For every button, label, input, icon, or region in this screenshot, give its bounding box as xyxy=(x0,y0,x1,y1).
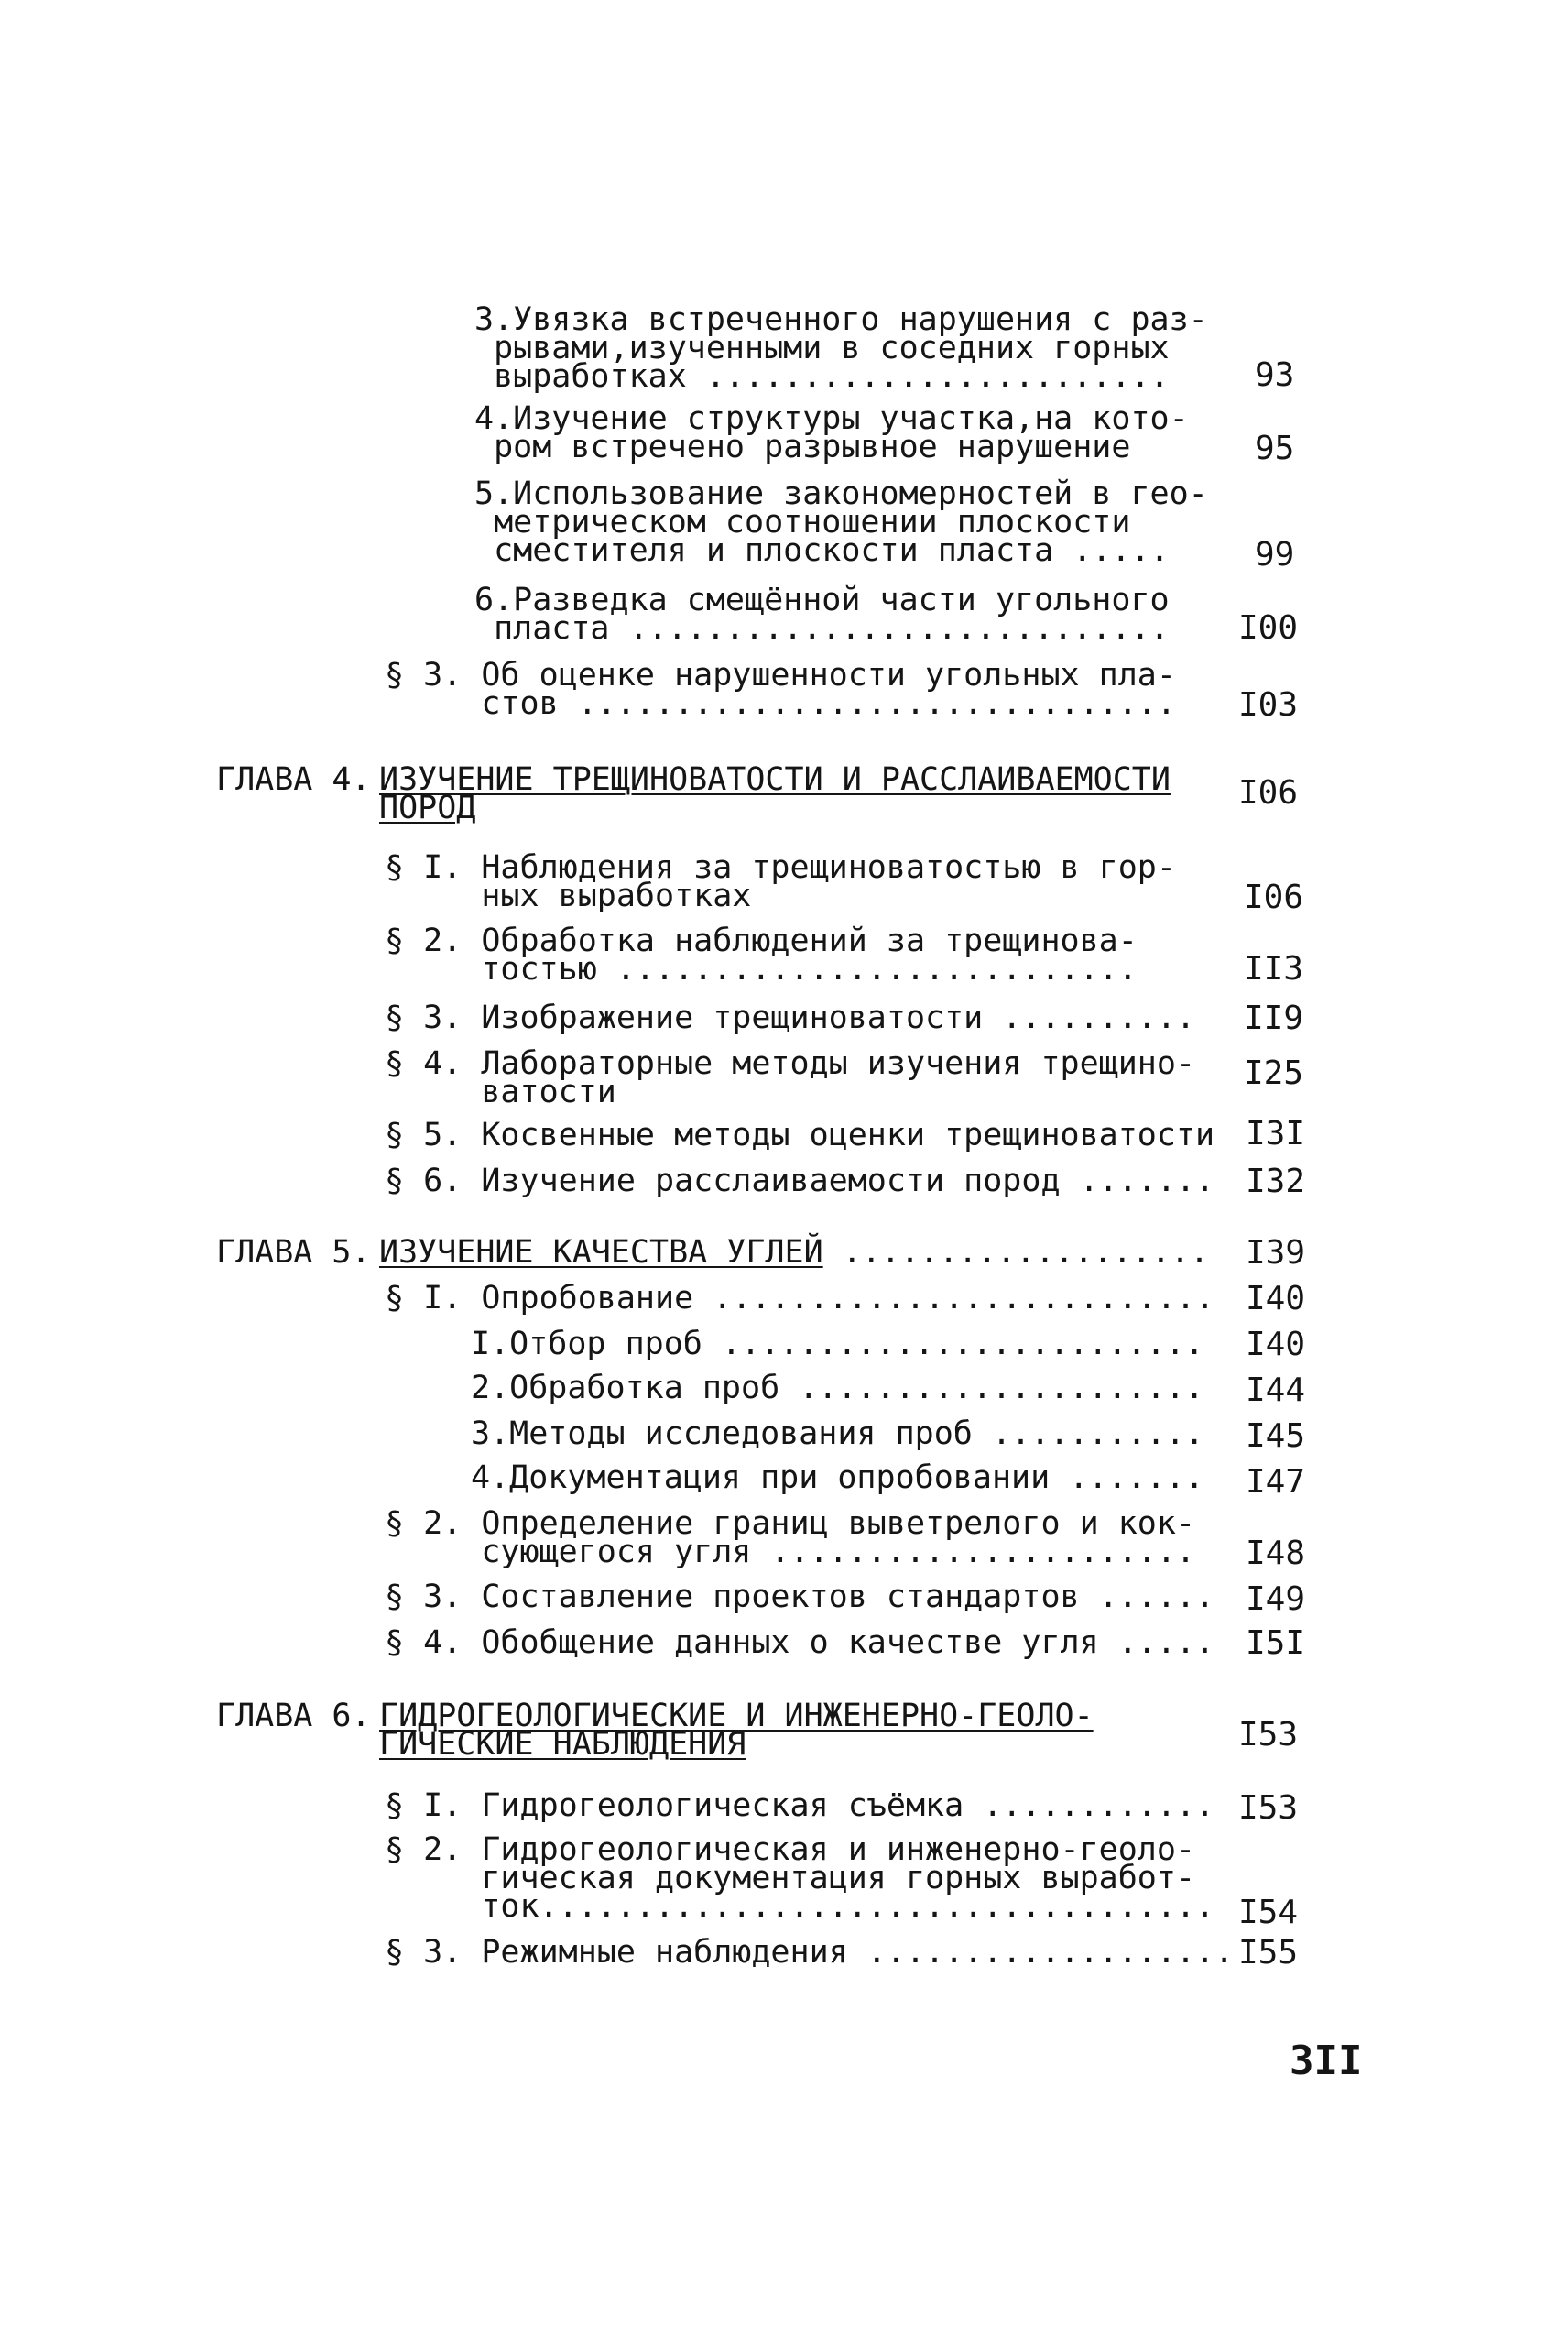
toc-item-page: I47 xyxy=(1246,1463,1306,1501)
toc-section: § 3. Режимные наблюдения ................... xyxy=(385,1934,1235,1971)
toc-section-page: I55 xyxy=(1238,1934,1299,1972)
toc-section: § 4. Лабораторные методы изучения трещино- ватости xyxy=(385,1045,1196,1110)
chapter-page: I39 xyxy=(1246,1234,1306,1272)
toc-section-page: I3I xyxy=(1246,1115,1306,1153)
toc-section-page: I06 xyxy=(1244,879,1304,916)
toc-section-page: I25 xyxy=(1244,1054,1304,1092)
toc-item-page: I44 xyxy=(1246,1371,1306,1409)
toc-section: § I. Наблюдения за трещиноватостью в гор- ных выработках xyxy=(385,849,1176,914)
toc-item-page: I40 xyxy=(1246,1326,1306,1363)
chapter-title: ИЗУЧЕНИЕ КАЧЕСТВА УГЛЕЙ xyxy=(379,1234,823,1271)
toc-section-page: I40 xyxy=(1246,1280,1306,1317)
page-number: 3II xyxy=(1290,2037,1363,2084)
toc-section-page: I54 xyxy=(1238,1894,1299,1931)
toc-section: § 6. Изучение расслаиваемости пород ....... xyxy=(385,1163,1215,1199)
toc-item-page: 95 xyxy=(1255,430,1295,467)
toc-section-page: I03 xyxy=(1238,686,1299,724)
toc-section: § 3. Изображение трещиноватости .......... xyxy=(385,1000,1196,1036)
chapter-page: I53 xyxy=(1238,1716,1299,1753)
toc-section: § 2. Гидрогеологическая и инженерно-геоло- гическая документация горных выработ- ток................................... xyxy=(385,1831,1215,1925)
toc-section: § I. Опробование .......................... xyxy=(385,1280,1215,1316)
chapter-label: ГЛАВА 6. xyxy=(216,1698,371,1734)
toc-item: 4.Изучение структуры участка,на кото- ром встречено разрывное нарушение xyxy=(474,400,1189,465)
chapter-label: ГЛАВА 5. xyxy=(216,1234,371,1271)
toc-item: 6.Разведка смещённой части угольного пласта ............................ xyxy=(474,582,1170,647)
toc-item: 3.Увязка встреченного нарушения с раз- рывами,изученными в соседних горных выработках ........................ xyxy=(474,301,1208,395)
toc-item: 2.Обработка проб ..................... xyxy=(471,1370,1204,1406)
toc-section: § I. Гидрогеологическая съёмка ............ xyxy=(385,1787,1215,1824)
toc-section-page: I32 xyxy=(1246,1163,1306,1200)
toc-section-page: I48 xyxy=(1246,1535,1306,1572)
toc-item: 5.Использование закономерностей в гео- метрическом соотношении плоскости сместителя и плоскости пласта ..... xyxy=(474,475,1208,569)
chapter-page: I06 xyxy=(1238,774,1299,812)
toc-section: § 5. Косвенные методы оценки трещиноватости xyxy=(385,1117,1215,1153)
toc-section: § 2. Обработка наблюдений за трещинова- тостью ........................... xyxy=(385,923,1138,988)
chapter-title: ГИДРОГЕОЛОГИЧЕСКИЕ И ИНЖЕНЕРНО-ГЕОЛО- ГИЧЕСКИЕ НАБЛЮДЕНИЯ xyxy=(379,1698,1094,1763)
toc-item-page: I00 xyxy=(1238,609,1299,647)
toc-item-page: I45 xyxy=(1246,1417,1306,1455)
toc-section: § 2. Определение границ выветрелого и кок- сующегося угля ...................... xyxy=(385,1505,1196,1570)
toc-item-page: 93 xyxy=(1255,356,1295,394)
toc-section: § 3. Составление проектов стандартов ...... xyxy=(385,1579,1215,1615)
chapter-label: ГЛАВА 4. xyxy=(216,761,371,798)
chapter-title-line xyxy=(379,1234,1210,1271)
toc-section: § 3. Об оценке нарушенности угольных пла- стов ............................... xyxy=(385,657,1176,722)
toc-item-page: 99 xyxy=(1255,536,1295,574)
chapter-leader: ................... xyxy=(822,1234,1210,1271)
toc-item: 3.Методы исследования проб ........... xyxy=(471,1415,1204,1452)
toc-section-page: I5I xyxy=(1246,1624,1306,1662)
chapter-title: ИЗУЧЕНИЕ ТРЕЩИНОВАТОСТИ И РАССЛАИВАЕМОСТИ ПОРОД xyxy=(379,761,1171,826)
toc-item: 4.Документация при опробовании ....... xyxy=(471,1459,1204,1496)
toc-section: § 4. Обобщение данных о качестве угля ..... xyxy=(385,1624,1215,1661)
toc-section-page: II3 xyxy=(1244,950,1304,988)
toc-section-page: I53 xyxy=(1238,1789,1299,1827)
toc-section-page: I49 xyxy=(1246,1580,1306,1618)
toc-item: I.Отбор проб ......................... xyxy=(471,1326,1204,1362)
toc-section-page: II9 xyxy=(1244,1000,1304,1037)
